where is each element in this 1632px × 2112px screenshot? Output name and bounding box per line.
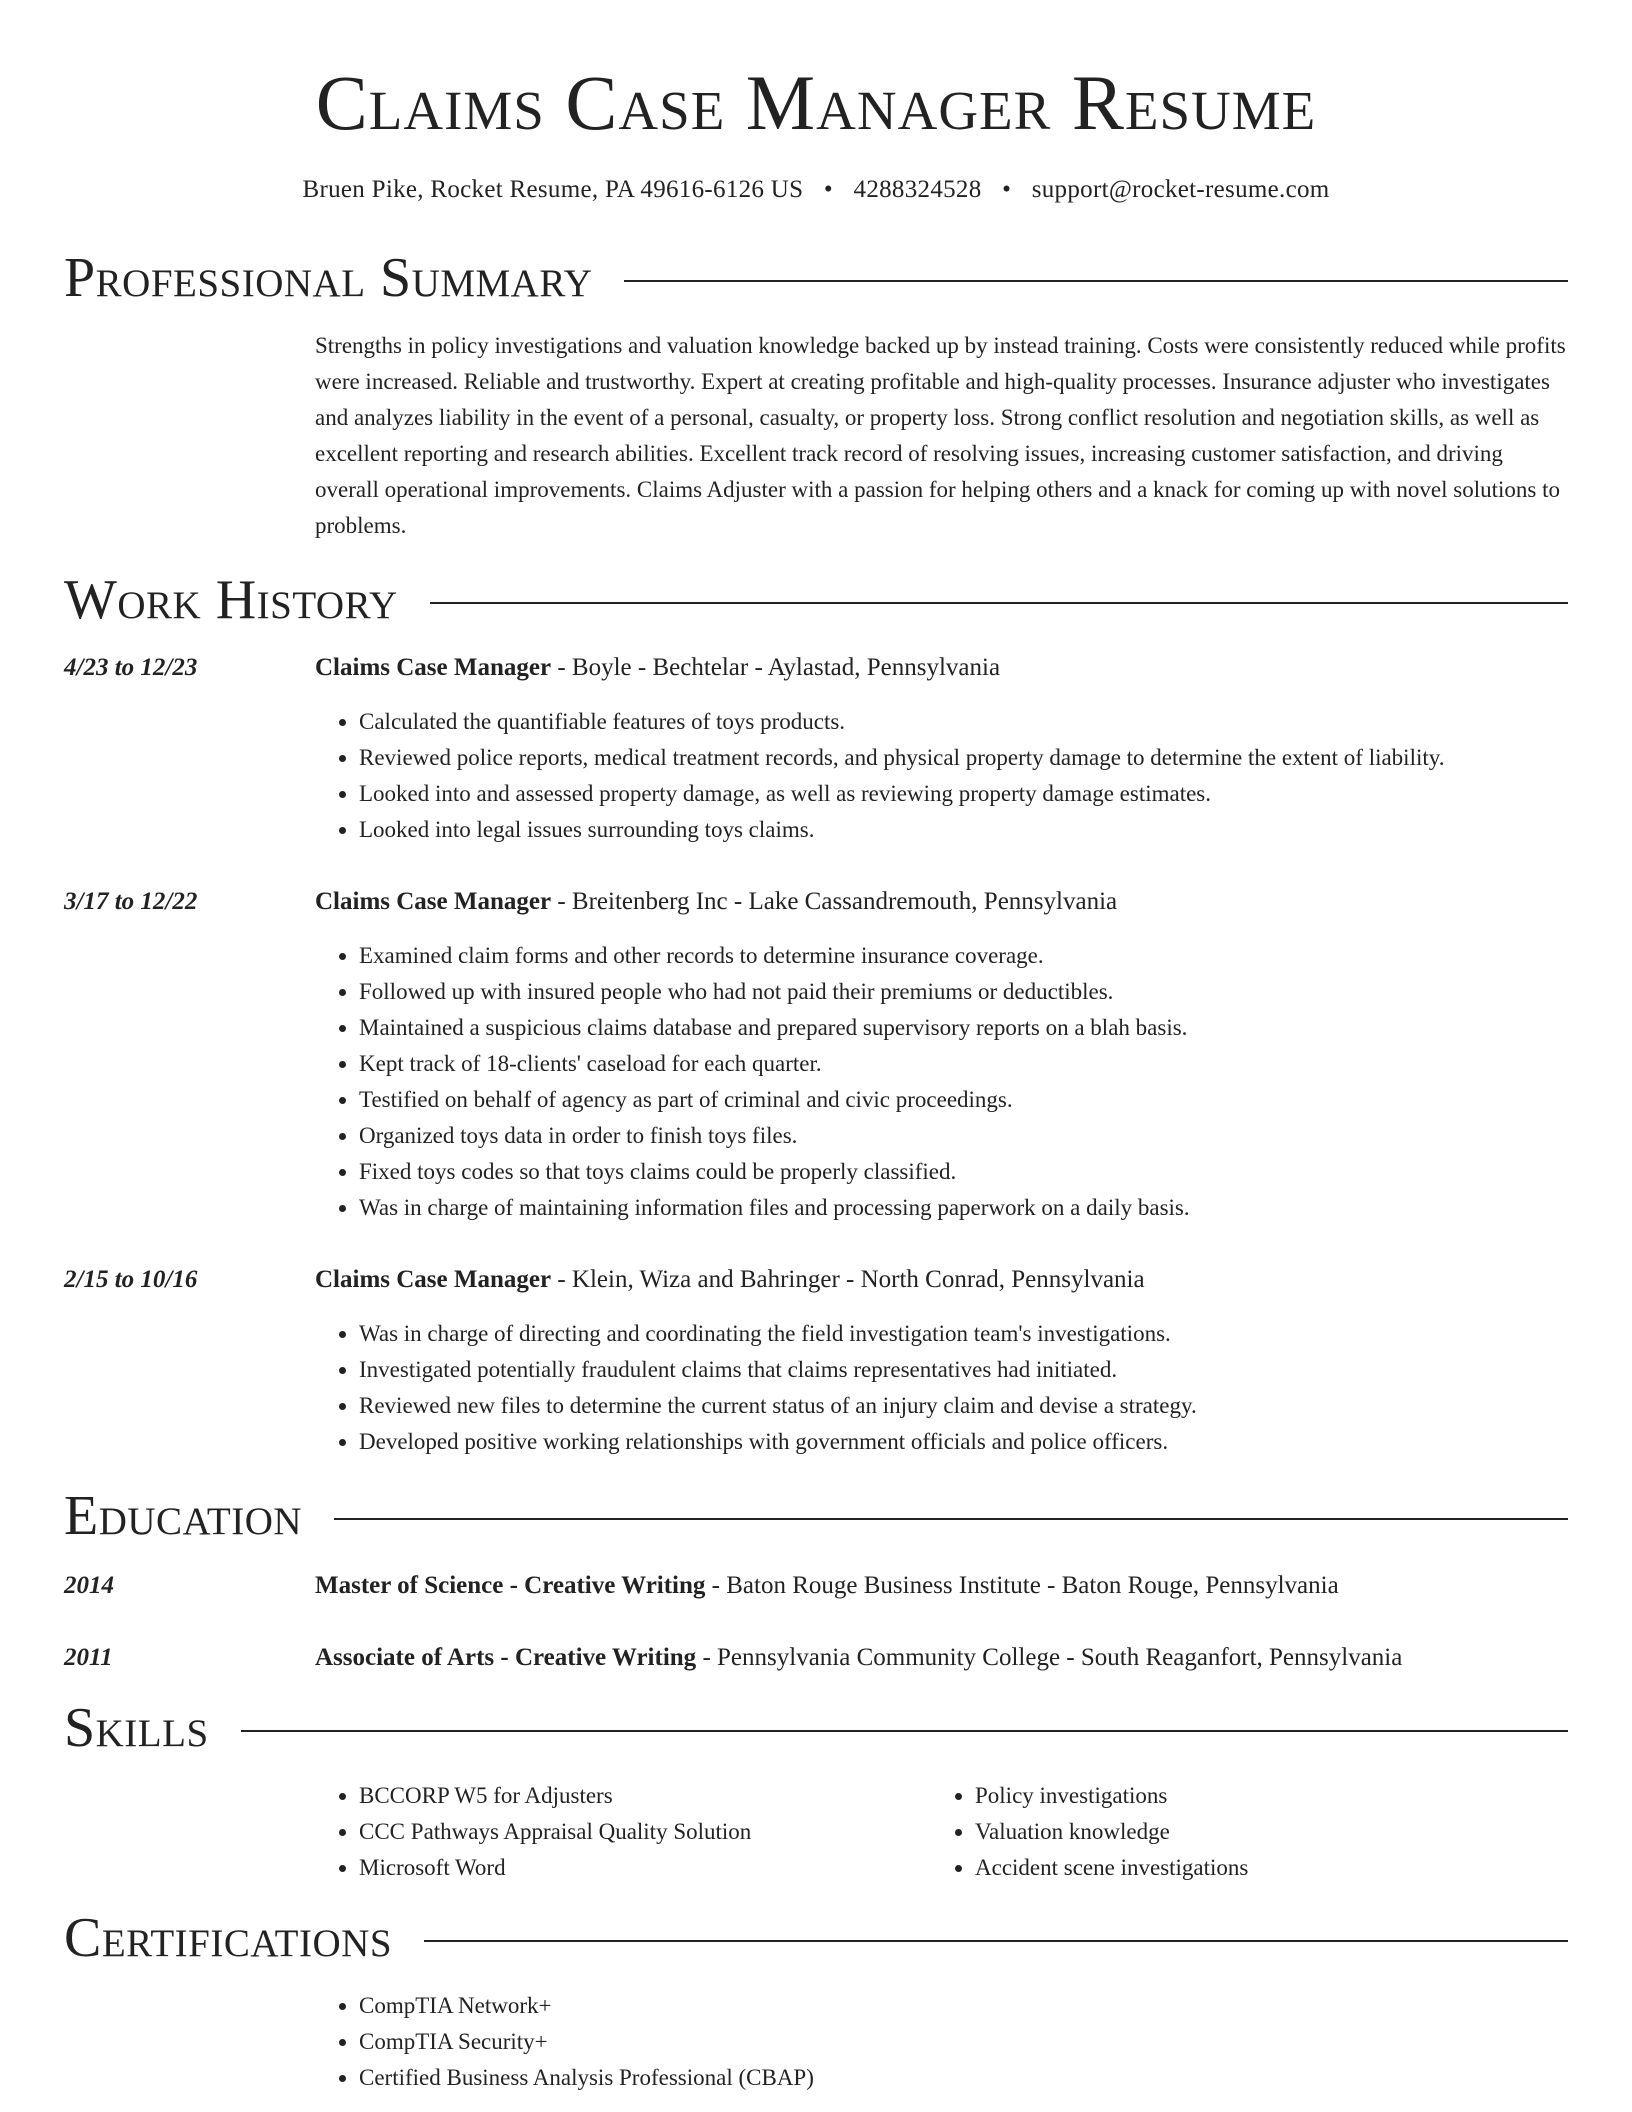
contact-separator: • — [1002, 176, 1012, 203]
list-item: • Was in charge of maintaining information files and processing paperwork on a daily basis. — [359, 1190, 1568, 1226]
job-heading — [315, 1262, 1568, 1298]
section-divider — [424, 1940, 1568, 1942]
contact-line — [64, 176, 1568, 204]
job-bullets — [315, 704, 1568, 848]
job-dates: 3/17 to 12/22 — [64, 888, 198, 915]
certifications-items — [315, 1988, 1568, 2096]
job-entry — [64, 650, 1568, 848]
section-summary-header — [64, 247, 1568, 309]
resume-title: Claims Case Manager Resume — [315, 59, 1317, 146]
education-details: - Baton Rouge Business Institute - Baton Rouge, Pennsylvania — [705, 1572, 1339, 1599]
education-year: 2011 — [64, 1644, 113, 1671]
section-education-header — [64, 1485, 1568, 1547]
job-details: - Boyle - Bechtelar - Aylastad, Pennsylvania — [551, 654, 1001, 681]
job-dates: 4/23 to 12/23 — [64, 654, 198, 681]
job-heading — [315, 884, 1568, 920]
job-details: - Breitenberg Inc - Lake Cassandremouth, Pennsylvania — [551, 888, 1118, 915]
skills-list — [64, 1778, 1568, 1886]
section-heading: Work History — [64, 569, 398, 631]
skills-column-right — [931, 1778, 1547, 1886]
resume-page — [64, 0, 1568, 2096]
section-certifications-header — [64, 1907, 1568, 1969]
education-degree: Master of Science - Creative Writing — [315, 1572, 706, 1599]
list-item: • BCCORP W5 for Adjusters — [359, 1778, 931, 1814]
contact-email[interactable]: support@rocket-resume.com — [1031, 176, 1330, 203]
list-item: • Looked into legal issues surrounding toys claims. — [359, 812, 1568, 848]
list-item: • Was in charge of directing and coordinating the field investigation team's investigations. — [359, 1316, 1568, 1352]
education-heading — [315, 1568, 1568, 1604]
list-item: • Reviewed police reports, medical treatment records, and physical property damage to determine the extent of liability. — [359, 740, 1568, 776]
education-entry — [64, 1568, 1568, 1604]
list-item: • Reviewed new files to determine the current status of an injury claim and devise a strategy. — [359, 1388, 1568, 1424]
job-details: - Klein, Wiza and Bahringer - North Conrad, Pennsylvania — [551, 1266, 1145, 1293]
list-item: • Looked into and assessed property damage, as well as reviewing property damage estimates. — [359, 776, 1568, 812]
list-item: • Organized toys data in order to finish toys files. — [359, 1118, 1568, 1154]
list-item: • CompTIA Network+ — [359, 1988, 1568, 2024]
job-role: Claims Case Manager — [315, 888, 552, 915]
skills-column-left — [315, 1778, 931, 1886]
list-item: • Policy investigations — [975, 1778, 1547, 1814]
list-item: • Followed up with insured people who had not paid their premiums or deductibles. — [359, 974, 1568, 1010]
section-work-header — [64, 569, 1568, 631]
section-divider — [430, 602, 1568, 604]
list-item: • Examined claim forms and other records to determine insurance coverage. — [359, 938, 1568, 974]
contact-separator: • — [823, 176, 833, 203]
list-item: • Developed positive working relationships with government officials and police officers. — [359, 1424, 1568, 1460]
section-heading: Certifications — [64, 1907, 393, 1969]
section-divider — [241, 1730, 1568, 1732]
list-item: • Maintained a suspicious claims database and prepared supervisory reports on a blah basis. — [359, 1010, 1568, 1046]
contact-address: Bruen Pike, Rocket Resume, PA 49616-6126 US — [302, 176, 804, 203]
education-heading — [315, 1640, 1568, 1676]
job-entry — [64, 1262, 1568, 1460]
contact-phone: 4288324528 — [853, 176, 982, 203]
section-divider — [624, 280, 1568, 282]
list-item: • Certified Business Analysis Professional (CBAP) — [359, 2060, 1568, 2096]
list-item: • Valuation knowledge — [975, 1814, 1547, 1850]
list-item: • Accident scene investigations — [975, 1850, 1547, 1886]
job-bullets — [315, 1316, 1568, 1460]
education-entry — [64, 1640, 1568, 1676]
education-degree: Associate of Arts - Creative Writing — [315, 1644, 697, 1671]
list-item: • Calculated the quantifiable features of toys products. — [359, 704, 1568, 740]
list-item: • Microsoft Word — [359, 1850, 931, 1886]
list-item: • Fixed toys codes so that toys claims could be properly classified. — [359, 1154, 1568, 1190]
list-item: • CCC Pathways Appraisal Quality Solution — [359, 1814, 931, 1850]
education-year: 2014 — [64, 1572, 114, 1599]
list-item: • Kept track of 18-clients' caseload for each quarter. — [359, 1046, 1568, 1082]
section-heading: Education — [64, 1485, 303, 1547]
list-item: • CompTIA Security+ — [359, 2024, 1568, 2060]
section-heading: Professional Summary — [64, 247, 593, 309]
list-item: • Testified on behalf of agency as part of criminal and civic proceedings. — [359, 1082, 1568, 1118]
list-item: • Investigated potentially fraudulent claims that claims representatives had initiated. — [359, 1352, 1568, 1388]
job-heading — [315, 650, 1568, 686]
section-divider — [334, 1518, 1568, 1520]
section-heading: Skills — [64, 1697, 209, 1759]
job-bullets — [315, 938, 1568, 1226]
work-list — [64, 650, 1568, 1460]
education-details: - Pennsylvania Community College - South Reaganfort, Pennsylvania — [696, 1644, 1403, 1671]
job-role: Claims Case Manager — [315, 654, 552, 681]
job-dates: 2/15 to 10/16 — [64, 1266, 198, 1293]
section-skills-header — [64, 1697, 1568, 1759]
certifications-list — [64, 1988, 1568, 2096]
job-role: Claims Case Manager — [315, 1266, 552, 1293]
summary-text: Strengths in policy investigations and valuation knowledge backed up by instead training. Costs were consistently reduced while profits were increased. Reliable and trustworthy. Expert at creating profitable and high-quality processes. Insurance adjuster who investigates and analyzes liability in the event of a personal, casualty, or property loss. Strong conflict resolution and negotiation skills, as well as excellent reporting and research abilities. Excellent track record of resolving issues, increasing customer satisfaction, and driving overall operational improvements. Claims Adjuster with a passion for helping others and a knack for coming up with novel solutions to problems. — [315, 333, 1566, 538]
education-list — [64, 1568, 1568, 1676]
job-entry — [64, 884, 1568, 1226]
